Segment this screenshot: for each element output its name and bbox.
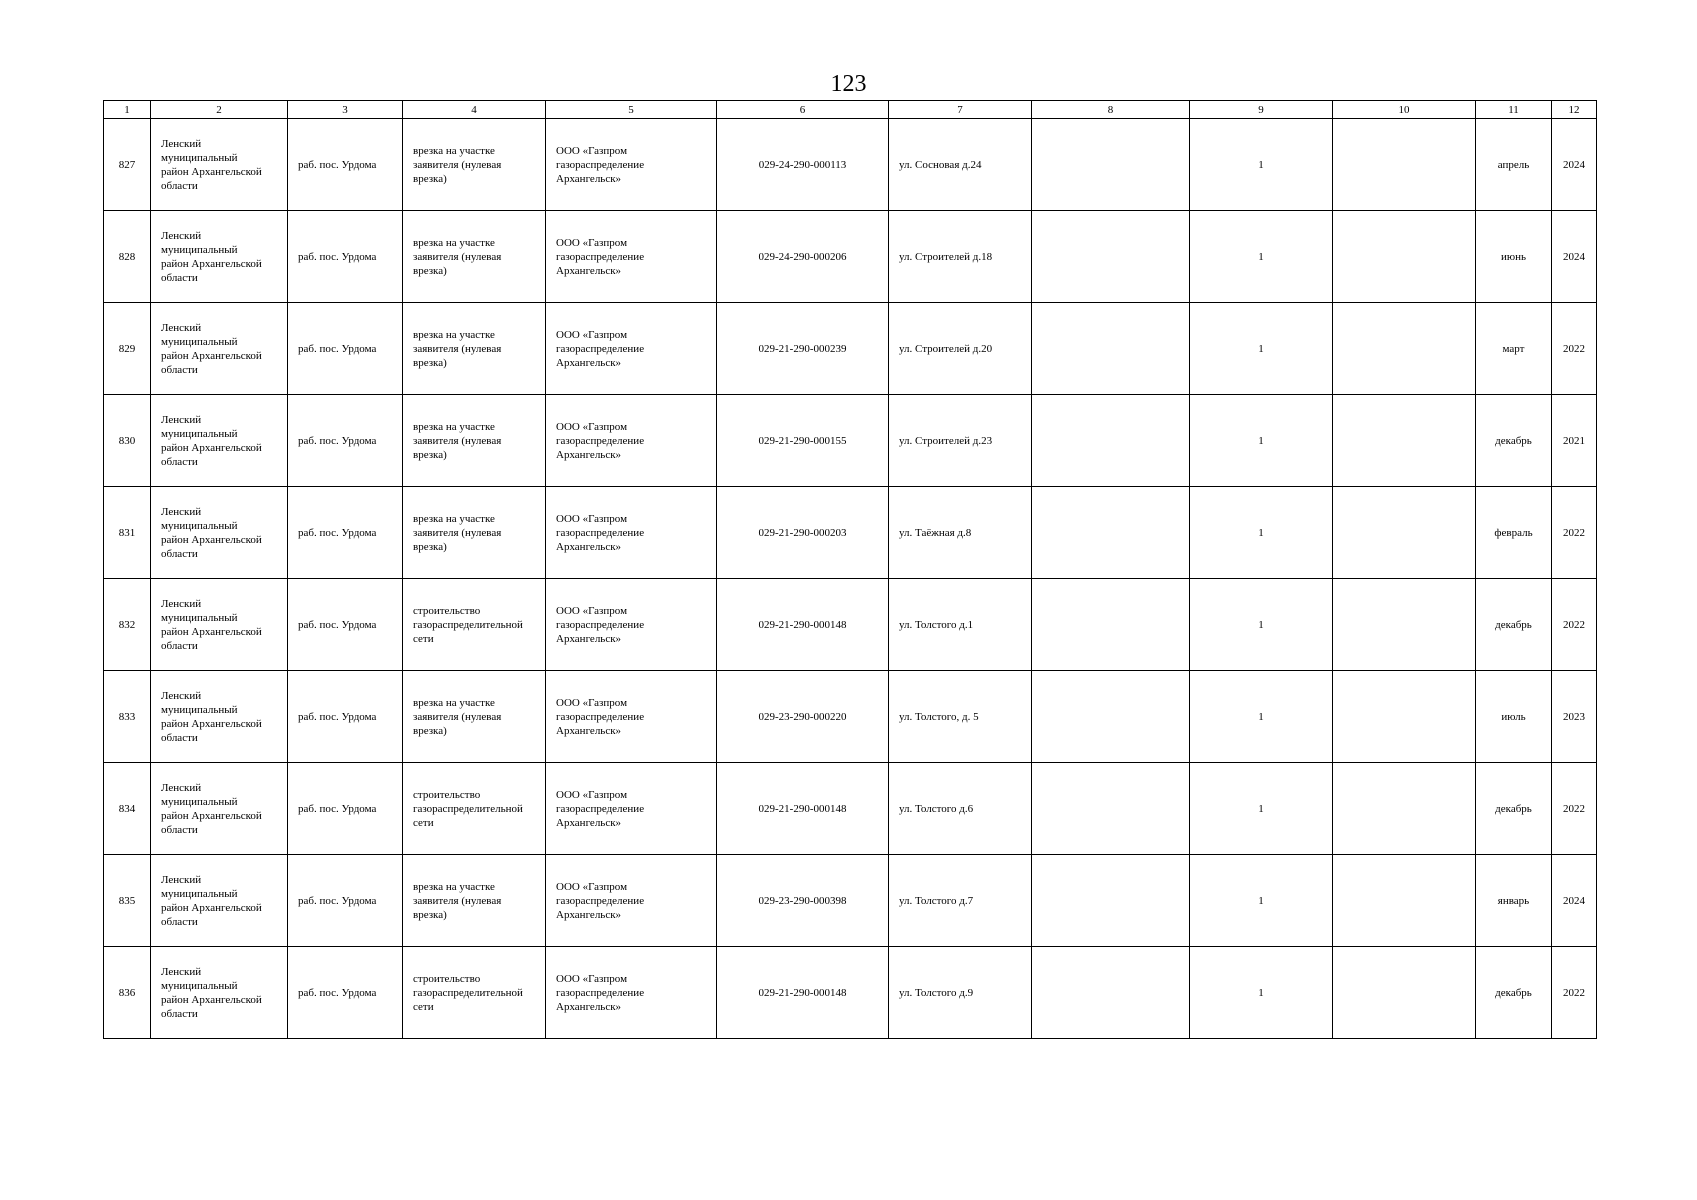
row-number: 836 <box>104 947 151 1039</box>
empty-cell <box>1032 303 1190 395</box>
settlement-cell: раб. пос. Урдома <box>288 487 403 579</box>
count-cell: 1 <box>1190 947 1333 1039</box>
work-type-text: врезка на участке заявителя (нулевая врезка) <box>413 144 502 185</box>
address-cell: ул. Толстого, д. 5 <box>889 671 1032 763</box>
address-cell: ул. Толстого д.9 <box>889 947 1032 1039</box>
work-type-text: строительство газораспределительной сети <box>413 788 523 829</box>
code-cell: 029-21-290-000155 <box>717 395 889 487</box>
table-row <box>104 395 1597 487</box>
settlement-cell: раб. пос. Урдома <box>288 303 403 395</box>
count-cell: 1 <box>1190 119 1333 211</box>
work-type-cell <box>403 671 546 763</box>
count-cell: 1 <box>1190 579 1333 671</box>
count-cell: 1 <box>1190 211 1333 303</box>
organization-text: ООО «Газпром газораспределение Архангельск» <box>556 236 645 277</box>
district-text: Ленский муниципальный район Архангельской области <box>161 689 262 744</box>
row-number: 831 <box>104 487 151 579</box>
month-cell: декабрь <box>1476 395 1552 487</box>
column-number: 12 <box>1552 101 1597 119</box>
district-cell <box>151 487 288 579</box>
district-text: Ленский муниципальный район Архангельской области <box>161 229 262 284</box>
work-type-cell <box>403 947 546 1039</box>
organization-cell <box>546 947 717 1039</box>
district-text: Ленский муниципальный район Архангельской области <box>161 321 262 376</box>
address-cell: ул. Толстого д.7 <box>889 855 1032 947</box>
organization-text: ООО «Газпром газораспределение Архангельск» <box>556 696 645 737</box>
settlement-cell: раб. пос. Урдома <box>288 855 403 947</box>
row-number: 833 <box>104 671 151 763</box>
work-type-text: врезка на участке заявителя (нулевая врезка) <box>413 328 502 369</box>
month-cell: декабрь <box>1476 579 1552 671</box>
settlement-cell: раб. пос. Урдома <box>288 763 403 855</box>
year-cell: 2024 <box>1552 211 1597 303</box>
month-cell: декабрь <box>1476 763 1552 855</box>
empty-cell <box>1333 487 1476 579</box>
table-row <box>104 119 1597 211</box>
code-cell: 029-24-290-000206 <box>717 211 889 303</box>
row-number: 829 <box>104 303 151 395</box>
empty-cell <box>1032 487 1190 579</box>
empty-cell <box>1333 855 1476 947</box>
empty-cell <box>1333 395 1476 487</box>
table-row <box>104 763 1597 855</box>
column-number: 7 <box>889 101 1032 119</box>
year-cell: 2022 <box>1552 303 1597 395</box>
column-number: 3 <box>288 101 403 119</box>
organization-cell <box>546 579 717 671</box>
year-cell: 2021 <box>1552 395 1597 487</box>
column-number: 4 <box>403 101 546 119</box>
organization-cell <box>546 303 717 395</box>
district-cell <box>151 671 288 763</box>
code-cell: 029-21-290-000148 <box>717 763 889 855</box>
address-cell: ул. Сосновая д.24 <box>889 119 1032 211</box>
empty-cell <box>1333 211 1476 303</box>
code-cell: 029-21-290-000203 <box>717 487 889 579</box>
district-text: Ленский муниципальный район Архангельской области <box>161 873 262 928</box>
work-type-text: врезка на участке заявителя (нулевая врезка) <box>413 236 502 277</box>
address-cell: ул. Строителей д.23 <box>889 395 1032 487</box>
settlement-cell: раб. пос. Урдома <box>288 119 403 211</box>
organization-cell <box>546 395 717 487</box>
month-cell: апрель <box>1476 119 1552 211</box>
year-cell: 2024 <box>1552 855 1597 947</box>
row-number: 830 <box>104 395 151 487</box>
column-number: 9 <box>1190 101 1333 119</box>
district-cell <box>151 763 288 855</box>
organization-text: ООО «Газпром газораспределение Архангельск» <box>556 328 645 369</box>
address-cell: ул. Толстого д.1 <box>889 579 1032 671</box>
year-cell: 2022 <box>1552 763 1597 855</box>
row-number: 835 <box>104 855 151 947</box>
month-cell: январь <box>1476 855 1552 947</box>
organization-text: ООО «Газпром газораспределение Архангельск» <box>556 144 645 185</box>
work-type-cell <box>403 763 546 855</box>
table-row <box>104 579 1597 671</box>
code-cell: 029-21-290-000239 <box>717 303 889 395</box>
page-number: 123 <box>830 71 867 97</box>
settlement-cell: раб. пос. Урдома <box>288 579 403 671</box>
district-cell <box>151 211 288 303</box>
work-type-text: строительство газораспределительной сети <box>413 972 523 1013</box>
count-cell: 1 <box>1190 855 1333 947</box>
work-type-text: врезка на участке заявителя (нулевая врезка) <box>413 512 502 553</box>
address-cell: ул. Толстого д.6 <box>889 763 1032 855</box>
settlement-cell: раб. пос. Урдома <box>288 947 403 1039</box>
empty-cell <box>1333 671 1476 763</box>
work-type-cell <box>403 395 546 487</box>
organization-text: ООО «Газпром газораспределение Архангельск» <box>556 880 645 921</box>
empty-cell <box>1032 579 1190 671</box>
empty-cell <box>1032 855 1190 947</box>
district-text: Ленский муниципальный район Архангельской области <box>161 505 262 560</box>
district-text: Ленский муниципальный район Архангельской области <box>161 965 262 1020</box>
district-cell <box>151 947 288 1039</box>
column-number: 2 <box>151 101 288 119</box>
organization-text: ООО «Газпром газораспределение Архангельск» <box>556 972 645 1013</box>
organization-cell <box>546 671 717 763</box>
organization-cell <box>546 487 717 579</box>
row-number: 827 <box>104 119 151 211</box>
work-type-cell <box>403 119 546 211</box>
table-row <box>104 947 1597 1039</box>
table-row <box>104 211 1597 303</box>
district-text: Ленский муниципальный район Архангельской области <box>161 597 262 652</box>
district-cell <box>151 395 288 487</box>
district-text: Ленский муниципальный район Архангельской области <box>161 413 262 468</box>
count-cell: 1 <box>1190 763 1333 855</box>
month-cell: июль <box>1476 671 1552 763</box>
month-cell: декабрь <box>1476 947 1552 1039</box>
code-cell: 029-24-290-000113 <box>717 119 889 211</box>
work-type-cell <box>403 487 546 579</box>
organization-text: ООО «Газпром газораспределение Архангельск» <box>556 604 645 645</box>
code-cell: 029-21-290-000148 <box>717 947 889 1039</box>
work-type-text: врезка на участке заявителя (нулевая врезка) <box>413 880 502 921</box>
register-table <box>103 100 1597 1039</box>
column-number: 11 <box>1476 101 1552 119</box>
settlement-cell: раб. пос. Урдома <box>288 671 403 763</box>
address-cell: ул. Строителей д.20 <box>889 303 1032 395</box>
table-row <box>104 671 1597 763</box>
work-type-text: строительство газораспределительной сети <box>413 604 523 645</box>
row-number: 834 <box>104 763 151 855</box>
district-cell <box>151 855 288 947</box>
district-cell <box>151 303 288 395</box>
settlement-cell: раб. пос. Урдома <box>288 211 403 303</box>
empty-cell <box>1032 395 1190 487</box>
month-cell: июнь <box>1476 211 1552 303</box>
work-type-cell <box>403 303 546 395</box>
column-number: 10 <box>1333 101 1476 119</box>
organization-text: ООО «Газпром газораспределение Архангельск» <box>556 512 645 553</box>
work-type-cell <box>403 855 546 947</box>
empty-cell <box>1032 119 1190 211</box>
column-number: 1 <box>104 101 151 119</box>
empty-cell <box>1032 671 1190 763</box>
organization-cell <box>546 763 717 855</box>
empty-cell <box>1333 763 1476 855</box>
address-cell: ул. Строителей д.18 <box>889 211 1032 303</box>
empty-cell <box>1032 211 1190 303</box>
row-number: 828 <box>104 211 151 303</box>
district-text: Ленский муниципальный район Архангельской области <box>161 137 262 192</box>
district-cell <box>151 579 288 671</box>
address-cell: ул. Таёжная д.8 <box>889 487 1032 579</box>
count-cell: 1 <box>1190 487 1333 579</box>
district-text: Ленский муниципальный район Архангельской области <box>161 781 262 836</box>
year-cell: 2023 <box>1552 671 1597 763</box>
organization-cell <box>546 119 717 211</box>
month-cell: февраль <box>1476 487 1552 579</box>
table-row <box>104 303 1597 395</box>
column-number-row <box>104 101 1597 119</box>
code-cell: 029-23-290-000398 <box>717 855 889 947</box>
code-cell: 029-21-290-000148 <box>717 579 889 671</box>
organization-text: ООО «Газпром газораспределение Архангельск» <box>556 788 645 829</box>
work-type-text: врезка на участке заявителя (нулевая врезка) <box>413 696 502 737</box>
count-cell: 1 <box>1190 303 1333 395</box>
organization-text: ООО «Газпром газораспределение Архангельск» <box>556 420 645 461</box>
count-cell: 1 <box>1190 671 1333 763</box>
table-row <box>104 487 1597 579</box>
work-type-text: врезка на участке заявителя (нулевая врезка) <box>413 420 502 461</box>
column-number: 6 <box>717 101 889 119</box>
organization-cell <box>546 211 717 303</box>
settlement-cell: раб. пос. Урдома <box>288 395 403 487</box>
month-cell: март <box>1476 303 1552 395</box>
empty-cell <box>1333 947 1476 1039</box>
year-cell: 2022 <box>1552 579 1597 671</box>
column-number: 8 <box>1032 101 1190 119</box>
empty-cell <box>1333 119 1476 211</box>
year-cell: 2022 <box>1552 947 1597 1039</box>
work-type-cell <box>403 579 546 671</box>
empty-cell <box>1333 579 1476 671</box>
work-type-cell <box>403 211 546 303</box>
column-number: 5 <box>546 101 717 119</box>
year-cell: 2022 <box>1552 487 1597 579</box>
organization-cell <box>546 855 717 947</box>
empty-cell <box>1333 303 1476 395</box>
table-row <box>104 855 1597 947</box>
year-cell: 2024 <box>1552 119 1597 211</box>
code-cell: 029-23-290-000220 <box>717 671 889 763</box>
count-cell: 1 <box>1190 395 1333 487</box>
empty-cell <box>1032 947 1190 1039</box>
row-number: 832 <box>104 579 151 671</box>
district-cell <box>151 119 288 211</box>
empty-cell <box>1032 763 1190 855</box>
